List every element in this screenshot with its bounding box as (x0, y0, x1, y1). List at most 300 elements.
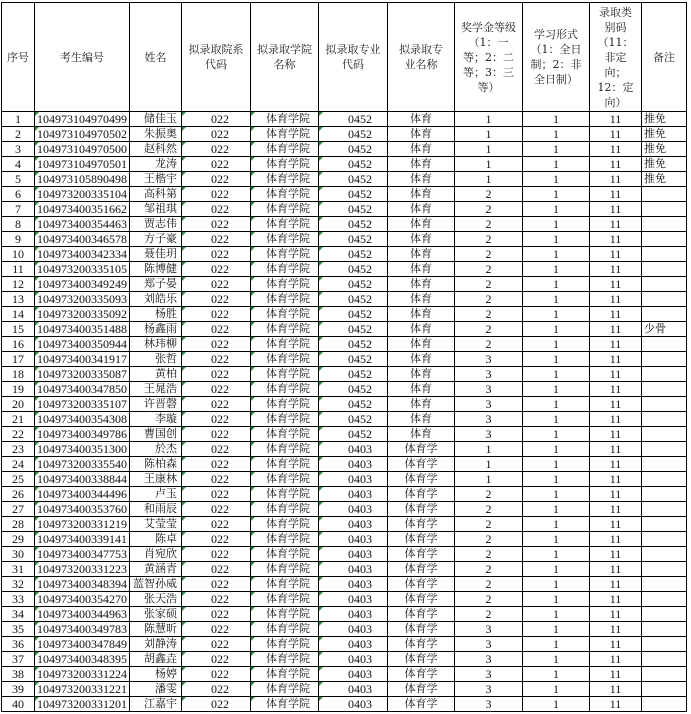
table-row (2, 442, 687, 457)
cell-dept-name: 体育学院 (251, 157, 319, 172)
cell-major-code: 0403 (319, 487, 388, 502)
cell-seq: 1 (2, 112, 35, 127)
table-row (2, 697, 687, 712)
cell-major-code: 0452 (319, 157, 388, 172)
cell-note (642, 217, 687, 232)
cell-dept-code: 022 (182, 247, 251, 262)
cell-seq: 5 (2, 172, 35, 187)
cell-study-mode: 1 (523, 412, 590, 427)
cell-major-code: 0452 (319, 292, 388, 307)
cell-study-mode: 1 (523, 637, 590, 652)
table-row (2, 337, 687, 352)
cell-name: 刘静涛 (130, 637, 182, 652)
cell-seq: 26 (2, 487, 35, 502)
cell-note (642, 367, 687, 382)
cell-major-code: 0403 (319, 502, 388, 517)
cell-exam-id: 104973400347753 (35, 547, 130, 562)
cell-seq: 39 (2, 682, 35, 697)
cell-name: 林玮柳 (130, 337, 182, 352)
table-row (2, 352, 687, 367)
cell-dept-code: 022 (182, 217, 251, 232)
cell-dept-code: 022 (182, 592, 251, 607)
cell-exam-id: 104973400351488 (35, 322, 130, 337)
cell-seq: 27 (2, 502, 35, 517)
cell-major-name: 体育 (388, 382, 455, 397)
cell-dept-name: 体育学院 (251, 232, 319, 247)
cell-dept-name: 体育学院 (251, 337, 319, 352)
cell-scholarship: 3 (455, 652, 523, 667)
cell-admit-type: 11 (590, 652, 642, 667)
table-row (2, 172, 687, 187)
cell-seq: 33 (2, 592, 35, 607)
cell-major-code: 0452 (319, 187, 388, 202)
cell-dept-code: 022 (182, 682, 251, 697)
cell-major-name: 体育学 (388, 517, 455, 532)
cell-seq: 13 (2, 292, 35, 307)
header-study-mode: 学习形式（1：全日制；2：非全日制） (523, 3, 590, 112)
cell-study-mode: 1 (523, 187, 590, 202)
cell-note (642, 262, 687, 277)
cell-major-code: 0452 (319, 247, 388, 262)
cell-exam-id: 104973400341917 (35, 352, 130, 367)
cell-dept-name: 体育学院 (251, 397, 319, 412)
cell-major-code: 0452 (319, 277, 388, 292)
cell-dept-name: 体育学院 (251, 367, 319, 382)
cell-note: 推免 (642, 142, 687, 157)
cell-name: 杨胜 (130, 307, 182, 322)
cell-seq: 16 (2, 337, 35, 352)
cell-study-mode: 1 (523, 277, 590, 292)
cell-seq: 9 (2, 232, 35, 247)
cell-admit-type: 11 (590, 697, 642, 712)
cell-major-code: 0403 (319, 652, 388, 667)
cell-dept-name: 体育学院 (251, 412, 319, 427)
cell-study-mode: 1 (523, 307, 590, 322)
cell-major-name: 体育 (388, 187, 455, 202)
table-row (2, 547, 687, 562)
cell-major-code: 0403 (319, 697, 388, 712)
table-row (2, 232, 687, 247)
cell-admit-type: 11 (590, 232, 642, 247)
cell-name: 王晁浩 (130, 382, 182, 397)
cell-note (642, 187, 687, 202)
cell-admit-type: 11 (590, 292, 642, 307)
table-row (2, 322, 687, 337)
cell-dept-name: 体育学院 (251, 172, 319, 187)
cell-note (642, 382, 687, 397)
cell-dept-code: 022 (182, 442, 251, 457)
cell-name: 储佳玉 (130, 112, 182, 127)
cell-study-mode: 1 (523, 472, 590, 487)
table-row (2, 622, 687, 637)
cell-dept-name: 体育学院 (251, 292, 319, 307)
header-admit-type: 录取类别码（11：非定向；12：定向） (590, 3, 642, 112)
cell-major-name: 体育 (388, 277, 455, 292)
cell-study-mode: 1 (523, 202, 590, 217)
table-row (2, 592, 687, 607)
cell-note (642, 337, 687, 352)
cell-major-name: 体育学 (388, 697, 455, 712)
cell-name: 和雨辰 (130, 502, 182, 517)
table-row (2, 217, 687, 232)
cell-dept-code: 022 (182, 502, 251, 517)
header-major-code: 拟录取专业代码 (319, 3, 388, 112)
cell-admit-type: 11 (590, 457, 642, 472)
cell-dept-code: 022 (182, 307, 251, 322)
cell-name: 王楷宇 (130, 172, 182, 187)
cell-exam-id: 104973400350944 (35, 337, 130, 352)
cell-dept-name: 体育学院 (251, 352, 319, 367)
cell-seq: 37 (2, 652, 35, 667)
cell-seq: 18 (2, 367, 35, 382)
header-scholarship: 奖学金等级（1：一等；2：二等；3：三等） (455, 3, 523, 112)
table-row (2, 187, 687, 202)
cell-exam-id: 104973104970500 (35, 142, 130, 157)
cell-dept-code: 022 (182, 292, 251, 307)
cell-major-code: 0403 (319, 562, 388, 577)
cell-scholarship: 2 (455, 577, 523, 592)
cell-study-mode: 1 (523, 322, 590, 337)
cell-name: 陈慧昕 (130, 622, 182, 637)
cell-scholarship: 2 (455, 562, 523, 577)
cell-seq: 10 (2, 247, 35, 262)
table-row (2, 292, 687, 307)
cell-major-name: 体育学 (388, 637, 455, 652)
cell-major-name: 体育学 (388, 622, 455, 637)
cell-seq: 3 (2, 142, 35, 157)
cell-dept-name: 体育学院 (251, 637, 319, 652)
cell-study-mode: 1 (523, 292, 590, 307)
cell-seq: 12 (2, 277, 35, 292)
cell-dept-code: 022 (182, 262, 251, 277)
cell-dept-name: 体育学院 (251, 622, 319, 637)
cell-major-name: 体育 (388, 427, 455, 442)
table-row (2, 112, 687, 127)
cell-name: 卢玉 (130, 487, 182, 502)
cell-major-code: 0452 (319, 412, 388, 427)
cell-study-mode: 1 (523, 232, 590, 247)
cell-admit-type: 11 (590, 622, 642, 637)
cell-scholarship: 3 (455, 412, 523, 427)
cell-study-mode: 1 (523, 532, 590, 547)
cell-admit-type: 11 (590, 307, 642, 322)
cell-dept-name: 体育学院 (251, 202, 319, 217)
cell-major-code: 0403 (319, 547, 388, 562)
cell-scholarship: 3 (455, 682, 523, 697)
cell-admit-type: 11 (590, 337, 642, 352)
cell-dept-code: 022 (182, 562, 251, 577)
cell-exam-id: 104973200335092 (35, 307, 130, 322)
cell-major-code: 0452 (319, 337, 388, 352)
cell-study-mode: 1 (523, 487, 590, 502)
cell-seq: 32 (2, 577, 35, 592)
cell-major-code: 0452 (319, 397, 388, 412)
cell-scholarship: 2 (455, 607, 523, 622)
cell-major-name: 体育 (388, 217, 455, 232)
table-row (2, 667, 687, 682)
table-row (2, 262, 687, 277)
cell-admit-type: 11 (590, 127, 642, 142)
cell-scholarship: 1 (455, 172, 523, 187)
header-name: 姓名 (130, 3, 182, 112)
cell-scholarship: 3 (455, 697, 523, 712)
cell-study-mode: 1 (523, 682, 590, 697)
cell-name: 张家硕 (130, 607, 182, 622)
cell-major-code: 0452 (319, 322, 388, 337)
cell-major-name: 体育 (388, 307, 455, 322)
cell-admit-type: 11 (590, 142, 642, 157)
cell-admit-type: 11 (590, 322, 642, 337)
cell-note (642, 502, 687, 517)
cell-scholarship: 2 (455, 337, 523, 352)
cell-study-mode: 1 (523, 652, 590, 667)
cell-dept-code: 022 (182, 112, 251, 127)
cell-dept-name: 体育学院 (251, 472, 319, 487)
cell-dept-code: 022 (182, 322, 251, 337)
cell-study-mode: 1 (523, 262, 590, 277)
table-row (2, 397, 687, 412)
cell-admit-type: 11 (590, 682, 642, 697)
cell-name: 黄涵青 (130, 562, 182, 577)
cell-admit-type: 11 (590, 637, 642, 652)
cell-major-name: 体育学 (388, 562, 455, 577)
cell-dept-code: 022 (182, 577, 251, 592)
cell-admit-type: 11 (590, 532, 642, 547)
cell-name: 陈柏森 (130, 457, 182, 472)
cell-note (642, 307, 687, 322)
cell-scholarship: 2 (455, 532, 523, 547)
cell-major-name: 体育 (388, 367, 455, 382)
admission-table (1, 2, 687, 712)
cell-dept-code: 022 (182, 532, 251, 547)
cell-exam-id: 104973400346578 (35, 232, 130, 247)
cell-exam-id: 104973200335107 (35, 397, 130, 412)
cell-dept-code: 022 (182, 472, 251, 487)
cell-seq: 38 (2, 667, 35, 682)
cell-exam-id: 104973400348394 (35, 577, 130, 592)
cell-dept-name: 体育学院 (251, 457, 319, 472)
cell-major-name: 体育学 (388, 607, 455, 622)
cell-dept-code: 022 (182, 697, 251, 712)
cell-seq: 8 (2, 217, 35, 232)
cell-major-name: 体育学 (388, 682, 455, 697)
cell-major-code: 0403 (319, 577, 388, 592)
table-row (2, 157, 687, 172)
cell-dept-code: 022 (182, 412, 251, 427)
cell-seq: 17 (2, 352, 35, 367)
cell-admit-type: 11 (590, 217, 642, 232)
cell-major-name: 体育 (388, 412, 455, 427)
cell-exam-id: 104973400347850 (35, 382, 130, 397)
cell-dept-name: 体育学院 (251, 697, 319, 712)
cell-major-code: 0452 (319, 142, 388, 157)
table-row (2, 532, 687, 547)
cell-exam-id: 104973400338844 (35, 472, 130, 487)
cell-note (642, 352, 687, 367)
cell-major-name: 体育学 (388, 547, 455, 562)
cell-study-mode: 1 (523, 397, 590, 412)
cell-exam-id: 104973200331223 (35, 562, 130, 577)
cell-name: 肖宛欣 (130, 547, 182, 562)
cell-scholarship: 2 (455, 592, 523, 607)
cell-study-mode: 1 (523, 697, 590, 712)
cell-name: 潘雯 (130, 682, 182, 697)
cell-study-mode: 1 (523, 217, 590, 232)
cell-major-name: 体育 (388, 352, 455, 367)
cell-study-mode: 1 (523, 352, 590, 367)
cell-dept-name: 体育学院 (251, 517, 319, 532)
cell-exam-id: 104973400354463 (35, 217, 130, 232)
cell-major-name: 体育 (388, 262, 455, 277)
cell-note: 推免 (642, 172, 687, 187)
cell-scholarship: 1 (455, 457, 523, 472)
cell-study-mode: 1 (523, 382, 590, 397)
cell-scholarship: 1 (455, 157, 523, 172)
cell-study-mode: 1 (523, 442, 590, 457)
cell-study-mode: 1 (523, 142, 590, 157)
cell-major-code: 0403 (319, 667, 388, 682)
cell-exam-id: 104973200335087 (35, 367, 130, 382)
cell-note: 推免 (642, 127, 687, 142)
cell-study-mode: 1 (523, 667, 590, 682)
cell-note (642, 562, 687, 577)
cell-study-mode: 1 (523, 457, 590, 472)
cell-seq: 22 (2, 427, 35, 442)
cell-major-code: 0452 (319, 232, 388, 247)
header-exam-id: 考生编号 (35, 3, 130, 112)
cell-admit-type: 11 (590, 607, 642, 622)
cell-seq: 7 (2, 202, 35, 217)
cell-name: 高科第 (130, 187, 182, 202)
cell-dept-name: 体育学院 (251, 682, 319, 697)
cell-study-mode: 1 (523, 172, 590, 187)
cell-name: 艾莹莹 (130, 517, 182, 532)
cell-dept-name: 体育学院 (251, 487, 319, 502)
cell-seq: 21 (2, 412, 35, 427)
cell-major-code: 0403 (319, 517, 388, 532)
cell-major-code: 0452 (319, 217, 388, 232)
cell-exam-id: 104973104970502 (35, 127, 130, 142)
cell-study-mode: 1 (523, 157, 590, 172)
cell-admit-type: 11 (590, 487, 642, 502)
cell-major-name: 体育学 (388, 532, 455, 547)
cell-major-code: 0403 (319, 622, 388, 637)
cell-name: 龙涛 (130, 157, 182, 172)
cell-admit-type: 11 (590, 262, 642, 277)
cell-exam-id: 104973200335093 (35, 292, 130, 307)
cell-major-code: 0452 (319, 127, 388, 142)
cell-exam-id: 104973200331221 (35, 682, 130, 697)
header-note: 备注 (642, 3, 687, 112)
cell-scholarship: 2 (455, 307, 523, 322)
cell-major-code: 0452 (319, 352, 388, 367)
table-row (2, 457, 687, 472)
cell-major-name: 体育 (388, 112, 455, 127)
cell-note (642, 472, 687, 487)
cell-dept-name: 体育学院 (251, 562, 319, 577)
header-dept-name: 拟录取学院名称 (251, 3, 319, 112)
cell-note (642, 487, 687, 502)
cell-seq: 35 (2, 622, 35, 637)
cell-note (642, 532, 687, 547)
cell-admit-type: 11 (590, 547, 642, 562)
cell-note (642, 427, 687, 442)
cell-major-name: 体育 (388, 247, 455, 262)
cell-major-code: 0452 (319, 367, 388, 382)
cell-seq: 19 (2, 382, 35, 397)
cell-dept-code: 022 (182, 277, 251, 292)
cell-major-name: 体育 (388, 172, 455, 187)
cell-dept-name: 体育学院 (251, 217, 319, 232)
cell-name: 朱振奥 (130, 127, 182, 142)
cell-name: 於杰 (130, 442, 182, 457)
cell-study-mode: 1 (523, 112, 590, 127)
cell-seq: 34 (2, 607, 35, 622)
cell-exam-id: 104973400339141 (35, 532, 130, 547)
cell-exam-id: 104973400344963 (35, 607, 130, 622)
cell-name: 杨鑫雨 (130, 322, 182, 337)
cell-admit-type: 11 (590, 502, 642, 517)
table-row (2, 367, 687, 382)
cell-seq: 6 (2, 187, 35, 202)
cell-scholarship: 1 (455, 472, 523, 487)
cell-dept-code: 022 (182, 397, 251, 412)
cell-dept-name: 体育学院 (251, 127, 319, 142)
cell-exam-id: 104973400354308 (35, 412, 130, 427)
table-row (2, 427, 687, 442)
cell-note (642, 697, 687, 712)
cell-scholarship: 2 (455, 547, 523, 562)
cell-admit-type: 11 (590, 397, 642, 412)
header-seq: 序号 (2, 3, 35, 112)
cell-dept-code: 022 (182, 127, 251, 142)
cell-study-mode: 1 (523, 562, 590, 577)
table-row (2, 517, 687, 532)
cell-major-name: 体育学 (388, 457, 455, 472)
table-row (2, 382, 687, 397)
cell-major-name: 体育 (388, 157, 455, 172)
cell-study-mode: 1 (523, 607, 590, 622)
cell-major-code: 0452 (319, 427, 388, 442)
cell-admit-type: 11 (590, 202, 642, 217)
cell-note (642, 517, 687, 532)
cell-dept-code: 022 (182, 382, 251, 397)
cell-major-code: 0452 (319, 112, 388, 127)
cell-scholarship: 2 (455, 217, 523, 232)
cell-name: 赵科然 (130, 142, 182, 157)
cell-exam-id: 104973400351300 (35, 442, 130, 457)
cell-dept-name: 体育学院 (251, 502, 319, 517)
cell-admit-type: 11 (590, 472, 642, 487)
cell-exam-id: 104973400349783 (35, 622, 130, 637)
cell-exam-id: 104973400349786 (35, 427, 130, 442)
cell-name: 许晋磬 (130, 397, 182, 412)
cell-name: 江嘉宇 (130, 697, 182, 712)
cell-admit-type: 11 (590, 382, 642, 397)
cell-seq: 11 (2, 262, 35, 277)
cell-admit-type: 11 (590, 277, 642, 292)
cell-note: 推免 (642, 157, 687, 172)
cell-name: 贾志伟 (130, 217, 182, 232)
cell-dept-code: 022 (182, 337, 251, 352)
cell-seq: 2 (2, 127, 35, 142)
cell-scholarship: 2 (455, 247, 523, 262)
cell-major-name: 体育学 (388, 472, 455, 487)
cell-scholarship: 3 (455, 367, 523, 382)
cell-scholarship: 3 (455, 427, 523, 442)
cell-scholarship: 1 (455, 112, 523, 127)
cell-scholarship: 3 (455, 622, 523, 637)
